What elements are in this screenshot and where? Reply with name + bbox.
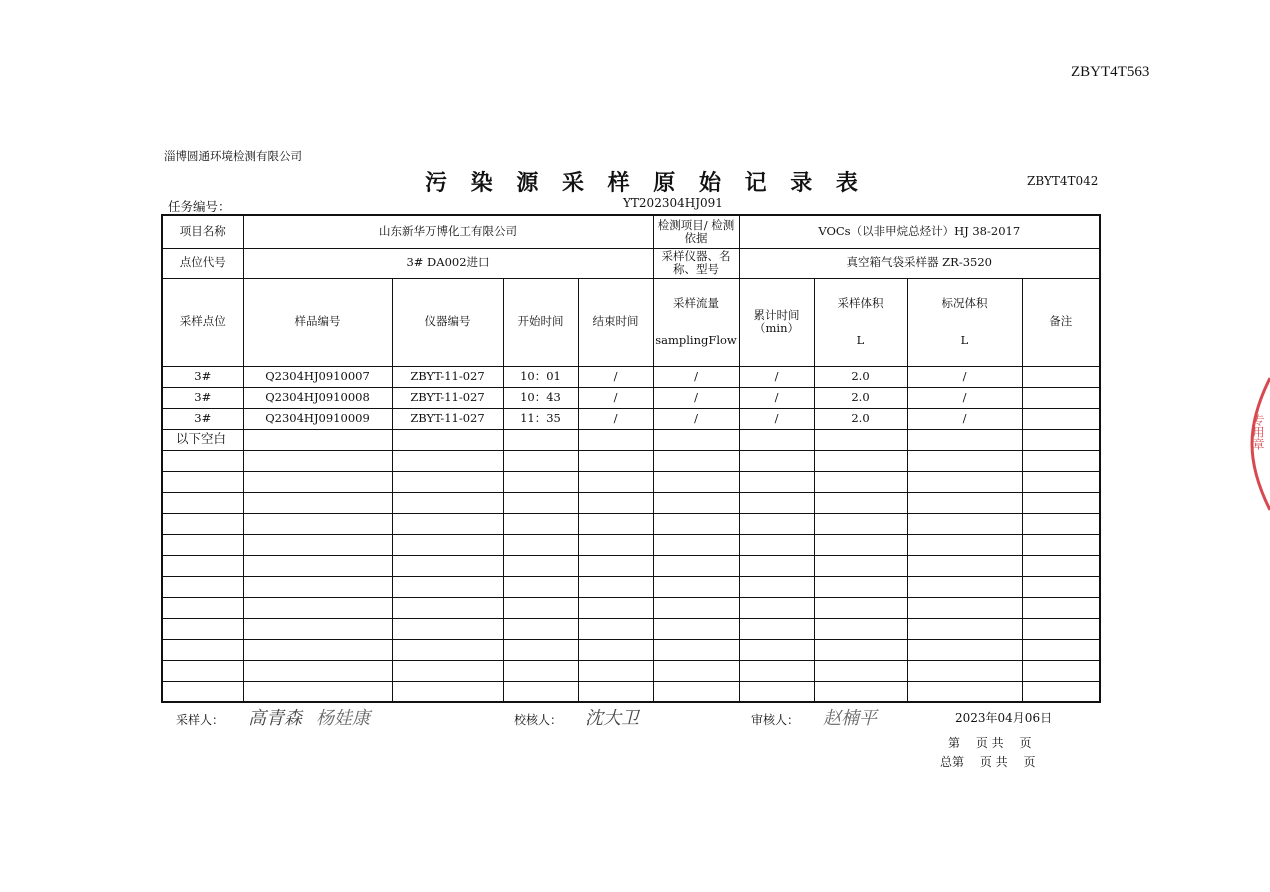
empty-cell: [653, 576, 739, 597]
empty-cell: [578, 429, 653, 450]
empty-cell: [162, 534, 243, 555]
sampling-record-table: [161, 214, 1101, 703]
cell-end: /: [578, 366, 653, 387]
table-row: [162, 366, 1100, 387]
empty-cell: [814, 660, 907, 681]
empty-cell: [392, 555, 503, 576]
empty-cell: [739, 471, 814, 492]
empty-cell: [1022, 681, 1100, 702]
empty-cell: [814, 429, 907, 450]
instrument-value: 真空箱气袋采样器 ZR-3520: [739, 248, 1100, 278]
empty-cell: [1022, 492, 1100, 513]
blank-row: [162, 429, 1100, 450]
cell-sample_no: Q2304HJ0910007: [243, 366, 392, 387]
empty-cell: [243, 681, 392, 702]
cell-remark: [1022, 387, 1100, 408]
empty-cell: [814, 534, 907, 555]
empty-cell: [162, 639, 243, 660]
cell-volume: 2.0: [814, 366, 907, 387]
empty-cell: [653, 597, 739, 618]
blank-row: [162, 681, 1100, 702]
sampler-label: 采样人：: [176, 713, 225, 727]
empty-cell: [578, 555, 653, 576]
empty-cell: [1022, 660, 1100, 681]
form-code: ZBYT4T042: [1027, 174, 1099, 188]
empty-cell: [503, 618, 578, 639]
empty-cell: [243, 513, 392, 534]
cell-instrument_no: ZBYT-11-027: [392, 387, 503, 408]
empty-cell: [739, 681, 814, 702]
empty-cell: [243, 534, 392, 555]
empty-cell: [162, 450, 243, 471]
reviewer-label: 审核人：: [751, 713, 800, 727]
company-name: 淄博圆通环境检测有限公司: [164, 149, 302, 163]
empty-cell: [739, 597, 814, 618]
empty-cell: [392, 492, 503, 513]
empty-cell: [814, 492, 907, 513]
empty-cell: [907, 492, 1022, 513]
volume-label: 采样体积: [837, 296, 884, 310]
sampler-signature-1: 高青森: [248, 708, 302, 729]
blank-row: [162, 660, 1100, 681]
cell-std: /: [907, 387, 1022, 408]
empty-cell: [162, 597, 243, 618]
empty-cell: [907, 597, 1022, 618]
empty-cell: [814, 555, 907, 576]
empty-cell: [392, 471, 503, 492]
cell-start: 11：35: [503, 408, 578, 429]
empty-cell: [653, 450, 739, 471]
col-header-start-time: 开始时间: [503, 278, 578, 366]
empty-cell: [243, 555, 392, 576]
flow-label: 采样流量: [673, 296, 719, 310]
empty-cell: [503, 597, 578, 618]
table-row: [162, 408, 1100, 429]
cell-start: 10：01: [503, 366, 578, 387]
cell-point: 3#: [162, 366, 243, 387]
cell-end: /: [578, 408, 653, 429]
blank-row: [162, 639, 1100, 660]
col-header-sample-no: 样品编号: [243, 278, 392, 366]
page-title: 污 染 源 采 样 原 始 记 录 表: [425, 170, 866, 196]
cell-volume: 2.0: [814, 408, 907, 429]
blank-row: [162, 513, 1100, 534]
empty-cell: [503, 576, 578, 597]
task-number-label: 任务编号：: [168, 199, 231, 214]
empty-cell: [392, 639, 503, 660]
empty-cell: [162, 513, 243, 534]
empty-cell: [243, 492, 392, 513]
empty-cell: [814, 639, 907, 660]
empty-cell: [243, 639, 392, 660]
blank-row: [162, 534, 1100, 555]
col-header-volume: [814, 278, 907, 366]
empty-cell: [578, 534, 653, 555]
reviewer-signature: 赵楠平: [823, 708, 877, 729]
empty-cell: [578, 597, 653, 618]
blank-row: [162, 576, 1100, 597]
empty-cell: [503, 450, 578, 471]
empty-cell: [653, 492, 739, 513]
empty-cell: [1022, 618, 1100, 639]
empty-cell: [503, 492, 578, 513]
cell-remark: [1022, 408, 1100, 429]
empty-cell: [739, 450, 814, 471]
empty-cell: [578, 618, 653, 639]
empty-cell: [392, 513, 503, 534]
project-name-value: 山东新华万博化工有限公司: [243, 215, 653, 248]
cell-point: 3#: [162, 408, 243, 429]
empty-cell: [653, 471, 739, 492]
empty-cell: [653, 660, 739, 681]
cell-cum: /: [739, 408, 814, 429]
cell-start: 10：43: [503, 387, 578, 408]
empty-cell: [392, 450, 503, 471]
empty-cell: [814, 513, 907, 534]
empty-cell: [739, 492, 814, 513]
col-header-cum-time: 累计时间（min）: [739, 278, 814, 366]
empty-cell: [162, 492, 243, 513]
empty-cell: [503, 681, 578, 702]
empty-cell: [814, 576, 907, 597]
point-code-label: 点位代号: [162, 248, 243, 278]
empty-cell: [503, 534, 578, 555]
cell-instrument_no: ZBYT-11-027: [392, 366, 503, 387]
blank-row: [162, 597, 1100, 618]
empty-cell: [503, 513, 578, 534]
std-volume-label: 标况体积: [941, 296, 988, 310]
cell-std: /: [907, 408, 1022, 429]
empty-cell: [243, 618, 392, 639]
empty-cell: [243, 576, 392, 597]
cell-end: /: [578, 387, 653, 408]
empty-cell: [1022, 513, 1100, 534]
blank-row: [162, 555, 1100, 576]
empty-cell: [814, 681, 907, 702]
col-header-remark: 备注: [1022, 278, 1100, 366]
checker-label: 校核人：: [514, 713, 563, 727]
cell-instrument_no: ZBYT-11-027: [392, 408, 503, 429]
empty-cell: [162, 576, 243, 597]
col-header-instrument-no: 仪器编号: [392, 278, 503, 366]
empty-cell: [907, 576, 1022, 597]
empty-cell: [503, 660, 578, 681]
blank-note: 以下空白: [162, 429, 243, 450]
empty-cell: [653, 555, 739, 576]
instrument-label: 采样仪器、名称、型号: [653, 248, 739, 278]
empty-cell: [392, 429, 503, 450]
empty-cell: [243, 471, 392, 492]
empty-cell: [243, 429, 392, 450]
empty-cell: [653, 618, 739, 639]
empty-cell: [739, 534, 814, 555]
empty-cell: [243, 450, 392, 471]
project-name-label: 项目名称: [162, 215, 243, 248]
empty-cell: [392, 618, 503, 639]
sampler-signature-2: 杨娃康: [316, 708, 370, 729]
empty-cell: [503, 429, 578, 450]
volume-unit: L: [856, 332, 865, 347]
std-volume-unit: L: [960, 332, 969, 347]
empty-cell: [814, 597, 907, 618]
cell-point: 3#: [162, 387, 243, 408]
empty-cell: [739, 429, 814, 450]
point-code-value: 3# DA002进口: [243, 248, 653, 278]
flow-unit: samplingFlow: [655, 332, 737, 347]
cell-flow: /: [653, 387, 739, 408]
checker-signature: 沈大卫: [585, 708, 639, 729]
empty-cell: [392, 576, 503, 597]
empty-cell: [503, 639, 578, 660]
total-page-number: 总第 页 共 页: [940, 755, 1036, 769]
cell-flow: /: [653, 408, 739, 429]
empty-cell: [907, 513, 1022, 534]
stamp-seal-icon: [1250, 374, 1270, 514]
col-header-point: 采样点位: [162, 278, 243, 366]
table-row: [162, 387, 1100, 408]
col-header-flow: [653, 278, 739, 366]
empty-cell: [907, 618, 1022, 639]
empty-cell: [739, 576, 814, 597]
empty-cell: [907, 534, 1022, 555]
empty-cell: [1022, 429, 1100, 450]
cell-flow: /: [653, 366, 739, 387]
empty-cell: [162, 555, 243, 576]
col-header-end-time: 结束时间: [578, 278, 653, 366]
empty-cell: [653, 681, 739, 702]
empty-cell: [1022, 597, 1100, 618]
empty-cell: [578, 681, 653, 702]
cell-sample_no: Q2304HJ0910009: [243, 408, 392, 429]
empty-cell: [907, 450, 1022, 471]
empty-cell: [653, 513, 739, 534]
blank-row: [162, 450, 1100, 471]
empty-cell: [907, 660, 1022, 681]
empty-cell: [578, 450, 653, 471]
cell-sample_no: Q2304HJ0910008: [243, 387, 392, 408]
empty-cell: [1022, 534, 1100, 555]
empty-cell: [503, 555, 578, 576]
empty-cell: [1022, 450, 1100, 471]
empty-cell: [392, 534, 503, 555]
empty-cell: [162, 618, 243, 639]
cell-remark: [1022, 366, 1100, 387]
test-item-value: VOCs（以非甲烷总烃计）HJ 38-2017: [739, 215, 1100, 248]
empty-cell: [907, 639, 1022, 660]
blank-row: [162, 471, 1100, 492]
empty-cell: [392, 681, 503, 702]
test-item-label: 检测项目/ 检测依据: [653, 215, 739, 248]
empty-cell: [162, 660, 243, 681]
record-date: 2023年04月06日: [955, 711, 1053, 725]
blank-row: [162, 618, 1100, 639]
empty-cell: [392, 660, 503, 681]
empty-cell: [814, 618, 907, 639]
empty-cell: [578, 513, 653, 534]
col-header-std-volume: [907, 278, 1022, 366]
empty-cell: [907, 681, 1022, 702]
empty-cell: [739, 618, 814, 639]
empty-cell: [653, 429, 739, 450]
empty-cell: [503, 471, 578, 492]
empty-cell: [1022, 471, 1100, 492]
empty-cell: [739, 660, 814, 681]
empty-cell: [907, 555, 1022, 576]
empty-cell: [814, 450, 907, 471]
page-number: 第 页 共 页: [948, 736, 1032, 750]
empty-cell: [653, 639, 739, 660]
empty-cell: [578, 639, 653, 660]
empty-cell: [1022, 576, 1100, 597]
task-number: YT202304HJ091: [623, 196, 723, 210]
empty-cell: [739, 639, 814, 660]
document-code-top: ZBYT4T563: [1071, 64, 1150, 80]
cell-cum: /: [739, 366, 814, 387]
cell-volume: 2.0: [814, 387, 907, 408]
empty-cell: [578, 576, 653, 597]
empty-cell: [243, 597, 392, 618]
empty-cell: [653, 534, 739, 555]
empty-cell: [1022, 555, 1100, 576]
empty-cell: [162, 471, 243, 492]
empty-cell: [1022, 639, 1100, 660]
empty-cell: [578, 471, 653, 492]
empty-cell: [578, 660, 653, 681]
blank-row: [162, 492, 1100, 513]
cell-cum: /: [739, 387, 814, 408]
empty-cell: [392, 597, 503, 618]
empty-cell: [907, 471, 1022, 492]
svg-text:专用章: 专用章: [1251, 414, 1265, 450]
empty-cell: [243, 660, 392, 681]
empty-cell: [814, 471, 907, 492]
empty-cell: [739, 555, 814, 576]
empty-cell: [907, 429, 1022, 450]
empty-cell: [162, 681, 243, 702]
cell-std: /: [907, 366, 1022, 387]
empty-cell: [739, 513, 814, 534]
empty-cell: [578, 492, 653, 513]
